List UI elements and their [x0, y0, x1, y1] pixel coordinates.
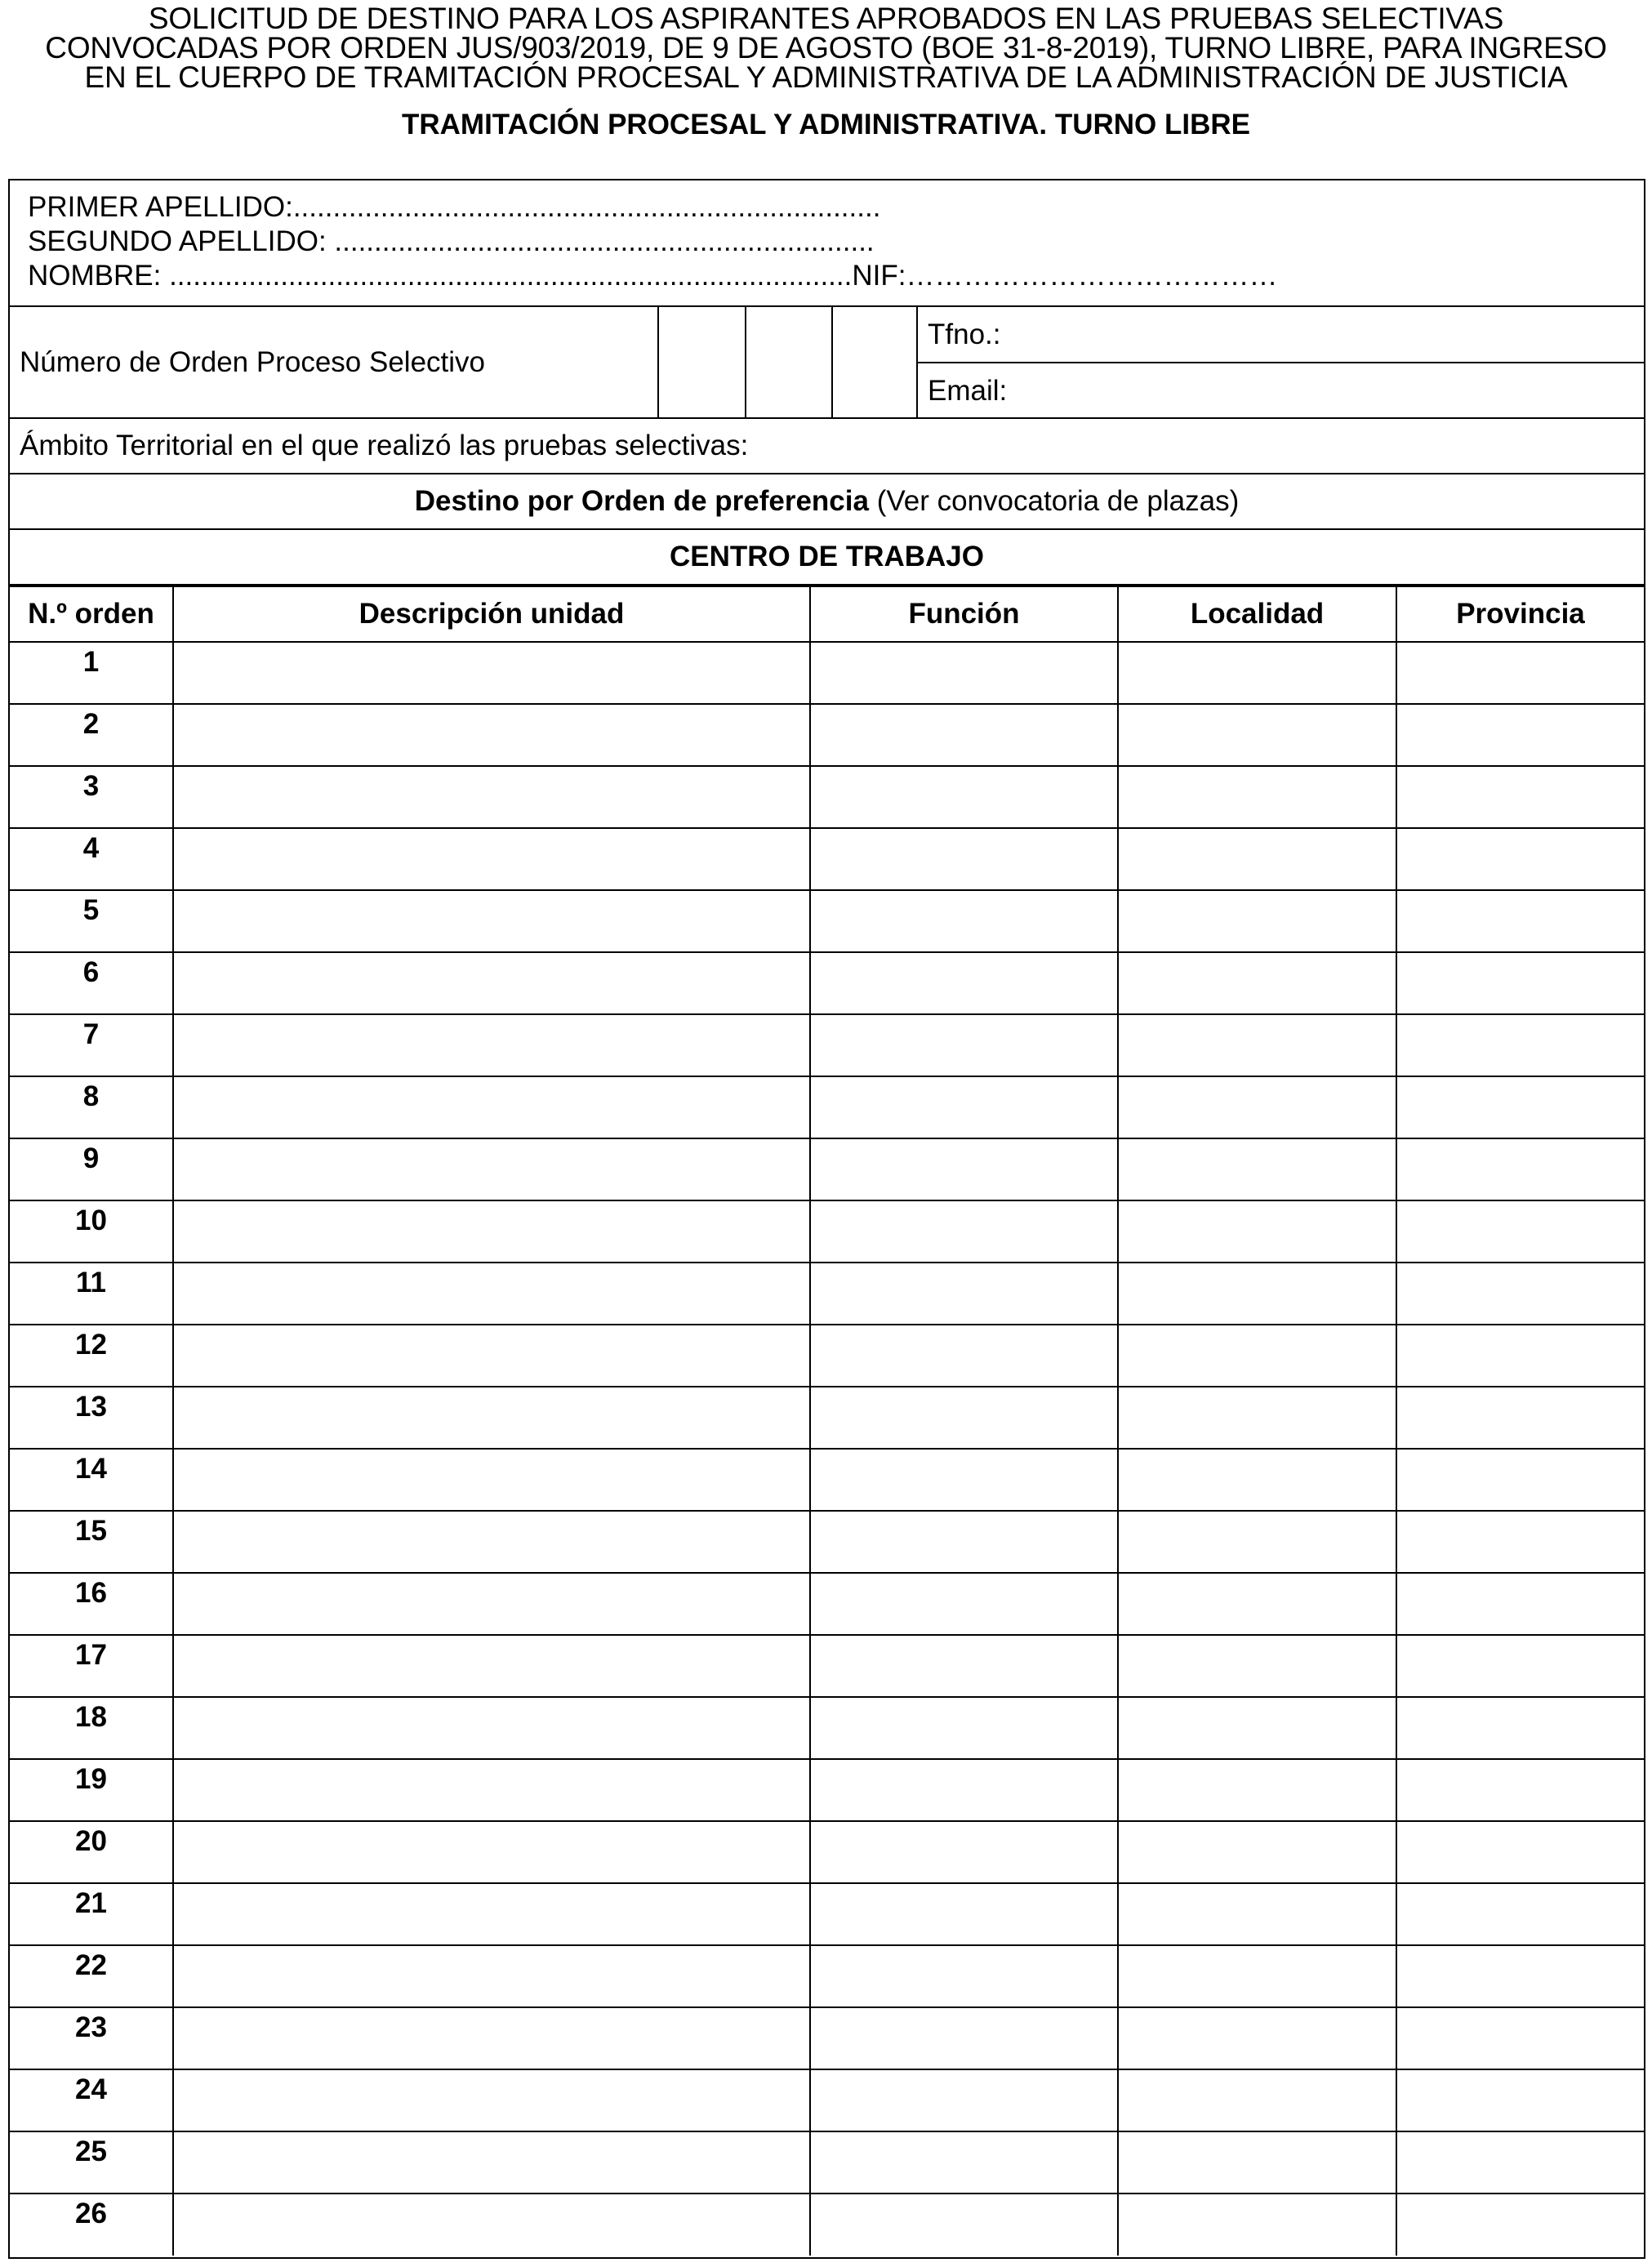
funcion-cell[interactable] — [810, 1511, 1118, 1573]
funcion-cell[interactable] — [810, 828, 1118, 890]
descripcion-cell[interactable] — [173, 1387, 810, 1449]
order-number-cell: 9 — [10, 1138, 173, 1200]
order-number-box-2[interactable] — [745, 307, 833, 417]
order-number-cell: 10 — [10, 1200, 173, 1263]
descripcion-cell[interactable] — [173, 828, 810, 890]
order-number-cell: 1 — [10, 642, 173, 704]
email-field[interactable]: Email: — [928, 375, 1008, 407]
table-row — [10, 952, 1644, 1014]
provincia-cell[interactable] — [1396, 1263, 1644, 1325]
funcion-cell[interactable] — [810, 1449, 1118, 1511]
localidad-cell[interactable] — [1118, 952, 1396, 1014]
localidad-cell[interactable] — [1118, 1076, 1396, 1138]
table-row — [10, 2069, 1644, 2131]
provincia-cell[interactable] — [1396, 1759, 1644, 1821]
provincia-cell[interactable] — [1396, 2131, 1644, 2194]
descripcion-cell[interactable] — [173, 2007, 810, 2069]
provincia-cell[interactable] — [1396, 1325, 1644, 1387]
provincia-cell[interactable] — [1396, 890, 1644, 952]
title-line-3: EN EL CUERPO DE TRAMITACIÓN PROCESAL Y ADMINISTRATIVA DE LA ADMINISTRACIÓN DE JUSTICIA — [84, 60, 1568, 94]
centro-trabajo-heading: CENTRO DE TRABAJO — [10, 530, 1644, 586]
title-line-2: CONVOCADAS POR ORDEN JUS/903/2019, DE 9 DE AGOSTO (BOE 31-8-2019), TURNO LIBRE, PARA INGRESO — [45, 31, 1607, 65]
order-number-label: Número de Orden Proceso Selectivo — [20, 346, 485, 378]
table-row — [10, 1883, 1644, 1945]
order-number-cell: 17 — [10, 1635, 173, 1697]
column-header-provincia: Provincia — [1396, 586, 1644, 642]
table-row — [10, 828, 1644, 890]
descripcion-cell[interactable] — [173, 1821, 810, 1883]
table-row — [10, 1635, 1644, 1697]
provincia-cell[interactable] — [1396, 1138, 1644, 1200]
primer-apellido-field[interactable]: PRIMER APELLIDO:.......................................................................... — [28, 191, 881, 223]
descripcion-cell[interactable] — [173, 1325, 810, 1387]
localidad-cell[interactable] — [1118, 828, 1396, 890]
document-header — [0, 0, 1652, 141]
provincia-cell[interactable] — [1396, 1821, 1644, 1883]
table-row — [10, 766, 1644, 828]
destino-note-text: (Ver convocatoria de plazas) — [868, 485, 1240, 517]
funcion-cell[interactable] — [810, 2131, 1118, 2194]
table-header-row — [10, 586, 1644, 642]
order-number-cell: 20 — [10, 1821, 173, 1883]
localidad-cell[interactable] — [1118, 1945, 1396, 2007]
table-row — [10, 1697, 1644, 1759]
localidad-cell[interactable] — [1118, 1325, 1396, 1387]
order-number-row — [10, 307, 1644, 419]
descripcion-cell[interactable] — [173, 1883, 810, 1945]
localidad-cell[interactable] — [1118, 1263, 1396, 1325]
table-row — [10, 1759, 1644, 1821]
ambito-territorial-field[interactable]: Ámbito Territorial en el que realizó las pruebas selectivas: — [10, 419, 1644, 474]
funcion-cell[interactable] — [810, 1138, 1118, 1200]
order-number-box-3[interactable] — [831, 307, 918, 417]
nombre-nif-field[interactable]: NOMBRE: ......................................................................................NIF:………………………………… — [28, 260, 1278, 292]
descripcion-cell[interactable] — [173, 1945, 810, 2007]
descripcion-cell[interactable] — [173, 1449, 810, 1511]
localidad-cell[interactable] — [1118, 1014, 1396, 1076]
funcion-cell[interactable] — [810, 1014, 1118, 1076]
order-number-cell: 3 — [10, 766, 173, 828]
table-row — [10, 642, 1644, 704]
provincia-cell[interactable] — [1396, 828, 1644, 890]
table-row — [10, 1263, 1644, 1325]
descripcion-cell[interactable] — [173, 1635, 810, 1697]
column-header-localidad: Localidad — [1118, 586, 1396, 642]
provincia-cell[interactable] — [1396, 1200, 1644, 1263]
descripcion-cell[interactable] — [173, 642, 810, 704]
table-row — [10, 1945, 1644, 2007]
phone-field[interactable]: Tfno.: — [918, 307, 1644, 363]
personal-data-section — [10, 180, 1644, 307]
order-number-cell: 23 — [10, 2007, 173, 2069]
funcion-cell[interactable] — [810, 2194, 1118, 2256]
descripcion-cell[interactable] — [173, 1263, 810, 1325]
funcion-cell[interactable] — [810, 1387, 1118, 1449]
column-header-orden: N.º orden — [10, 586, 173, 642]
order-number-cell: 8 — [10, 1076, 173, 1138]
localidad-cell[interactable] — [1118, 2194, 1396, 2256]
order-number-cell: 5 — [10, 890, 173, 952]
table-row — [10, 704, 1644, 766]
table-row — [10, 1200, 1644, 1263]
funcion-cell[interactable] — [810, 952, 1118, 1014]
provincia-cell[interactable] — [1396, 1511, 1644, 1573]
order-number-cell: 6 — [10, 952, 173, 1014]
table-row — [10, 1387, 1644, 1449]
funcion-cell[interactable] — [810, 1325, 1118, 1387]
table-row — [10, 2131, 1644, 2194]
order-number-cell: 7 — [10, 1014, 173, 1076]
localidad-cell[interactable] — [1118, 2069, 1396, 2131]
table-row — [10, 890, 1644, 952]
provincia-cell[interactable] — [1396, 704, 1644, 766]
funcion-cell[interactable] — [810, 1821, 1118, 1883]
table-row — [10, 1138, 1644, 1200]
funcion-cell[interactable] — [810, 1697, 1118, 1759]
segundo-apellido-field[interactable]: SEGUNDO APELLIDO: .................................................................... — [28, 225, 875, 257]
provincia-cell[interactable] — [1396, 952, 1644, 1014]
descripcion-cell[interactable] — [173, 1076, 810, 1138]
descripcion-cell[interactable] — [173, 704, 810, 766]
provincia-cell[interactable] — [1396, 2007, 1644, 2069]
destino-preference-heading — [10, 474, 1644, 530]
provincia-cell[interactable] — [1396, 1883, 1644, 1945]
order-number-cell: 18 — [10, 1697, 173, 1759]
localidad-cell[interactable] — [1118, 1511, 1396, 1573]
order-number-cell: 24 — [10, 2069, 173, 2131]
funcion-cell[interactable] — [810, 1573, 1118, 1635]
table-row — [10, 1076, 1644, 1138]
order-number-cell: 19 — [10, 1759, 173, 1821]
localidad-cell[interactable] — [1118, 766, 1396, 828]
funcion-cell[interactable] — [810, 1076, 1118, 1138]
order-number-cell: 25 — [10, 2131, 173, 2194]
funcion-cell[interactable] — [810, 1635, 1118, 1697]
column-header-descripcion: Descripción unidad — [173, 586, 810, 642]
table-row — [10, 2007, 1644, 2069]
localidad-cell[interactable] — [1118, 2007, 1396, 2069]
localidad-cell[interactable] — [1118, 1387, 1396, 1449]
localidad-cell[interactable] — [1118, 1821, 1396, 1883]
order-number-cell: 4 — [10, 828, 173, 890]
localidad-cell[interactable] — [1118, 1573, 1396, 1635]
order-number-box-1[interactable] — [657, 307, 746, 417]
order-number-cell: 16 — [10, 1573, 173, 1635]
descripcion-cell[interactable] — [173, 1138, 810, 1200]
table-row — [10, 1511, 1644, 1573]
provincia-cell[interactable] — [1396, 1387, 1644, 1449]
descripcion-cell[interactable] — [173, 1200, 810, 1263]
funcion-cell[interactable] — [810, 642, 1118, 704]
localidad-cell[interactable] — [1118, 2131, 1396, 2194]
order-number-cell: 14 — [10, 1449, 173, 1511]
contact-box — [916, 307, 1644, 417]
descripcion-cell[interactable] — [173, 2131, 810, 2194]
order-number-cell: 26 — [10, 2194, 173, 2256]
localidad-cell[interactable] — [1118, 1635, 1396, 1697]
order-number-cell: 22 — [10, 1945, 173, 2007]
provincia-cell[interactable] — [1396, 1449, 1644, 1511]
provincia-cell[interactable] — [1396, 2069, 1644, 2131]
provincia-cell[interactable] — [1396, 766, 1644, 828]
localidad-cell[interactable] — [1118, 642, 1396, 704]
form-subtitle: TRAMITACIÓN PROCESAL Y ADMINISTRATIVA. TURNO LIBRE — [402, 109, 1250, 140]
order-number-cell: 11 — [10, 1263, 173, 1325]
provincia-cell[interactable] — [1396, 1014, 1644, 1076]
localidad-cell[interactable] — [1118, 1200, 1396, 1263]
funcion-cell[interactable] — [810, 1945, 1118, 2007]
table-row — [10, 1325, 1644, 1387]
destino-bold-text: Destino por Orden de preferencia — [414, 485, 869, 517]
table-row — [10, 1449, 1644, 1511]
table-row — [10, 2194, 1644, 2256]
order-number-cell: 12 — [10, 1325, 173, 1387]
provincia-cell[interactable] — [1396, 1573, 1644, 1635]
order-number-cell: 21 — [10, 1883, 173, 1945]
localidad-cell[interactable] — [1118, 704, 1396, 766]
descripcion-cell[interactable] — [173, 766, 810, 828]
funcion-cell[interactable] — [810, 704, 1118, 766]
descripcion-cell[interactable] — [173, 1014, 810, 1076]
funcion-cell[interactable] — [810, 1759, 1118, 1821]
localidad-cell[interactable] — [1118, 890, 1396, 952]
localidad-cell[interactable] — [1118, 1759, 1396, 1821]
table-row — [10, 1014, 1644, 1076]
localidad-cell[interactable] — [1118, 1697, 1396, 1759]
provincia-cell[interactable] — [1396, 1076, 1644, 1138]
descripcion-cell[interactable] — [173, 2069, 810, 2131]
funcion-cell[interactable] — [810, 1200, 1118, 1263]
destination-request-form — [8, 179, 1645, 2259]
descripcion-cell[interactable] — [173, 1759, 810, 1821]
column-header-funcion: Función — [810, 586, 1118, 642]
provincia-cell[interactable] — [1396, 642, 1644, 704]
order-number-cell: 13 — [10, 1387, 173, 1449]
table-row — [10, 1573, 1644, 1635]
provincia-cell[interactable] — [1396, 1945, 1644, 2007]
title-line-1: SOLICITUD DE DESTINO PARA LOS ASPIRANTES APROBADOS EN LAS PRUEBAS SELECTIVAS — [148, 2, 1504, 35]
localidad-cell[interactable] — [1118, 1449, 1396, 1511]
funcion-cell[interactable] — [810, 890, 1118, 952]
localidad-cell[interactable] — [1118, 1883, 1396, 1945]
provincia-cell[interactable] — [1396, 2194, 1644, 2256]
provincia-cell[interactable] — [1396, 1635, 1644, 1697]
funcion-cell[interactable] — [810, 2007, 1118, 2069]
funcion-cell[interactable] — [810, 766, 1118, 828]
order-number-cell: 15 — [10, 1511, 173, 1573]
destination-table — [10, 586, 1644, 2256]
descripcion-cell[interactable] — [173, 952, 810, 1014]
funcion-cell[interactable] — [810, 1263, 1118, 1325]
localidad-cell[interactable] — [1118, 1138, 1396, 1200]
funcion-cell[interactable] — [810, 1883, 1118, 1945]
funcion-cell[interactable] — [810, 2069, 1118, 2131]
descripcion-cell[interactable] — [173, 1697, 810, 1759]
descripcion-cell[interactable] — [173, 1511, 810, 1573]
descripcion-cell[interactable] — [173, 890, 810, 952]
provincia-cell[interactable] — [1396, 1697, 1644, 1759]
descripcion-cell[interactable] — [173, 1573, 810, 1635]
order-number-cell: 2 — [10, 704, 173, 766]
table-row — [10, 1821, 1644, 1883]
descripcion-cell[interactable] — [173, 2194, 810, 2256]
